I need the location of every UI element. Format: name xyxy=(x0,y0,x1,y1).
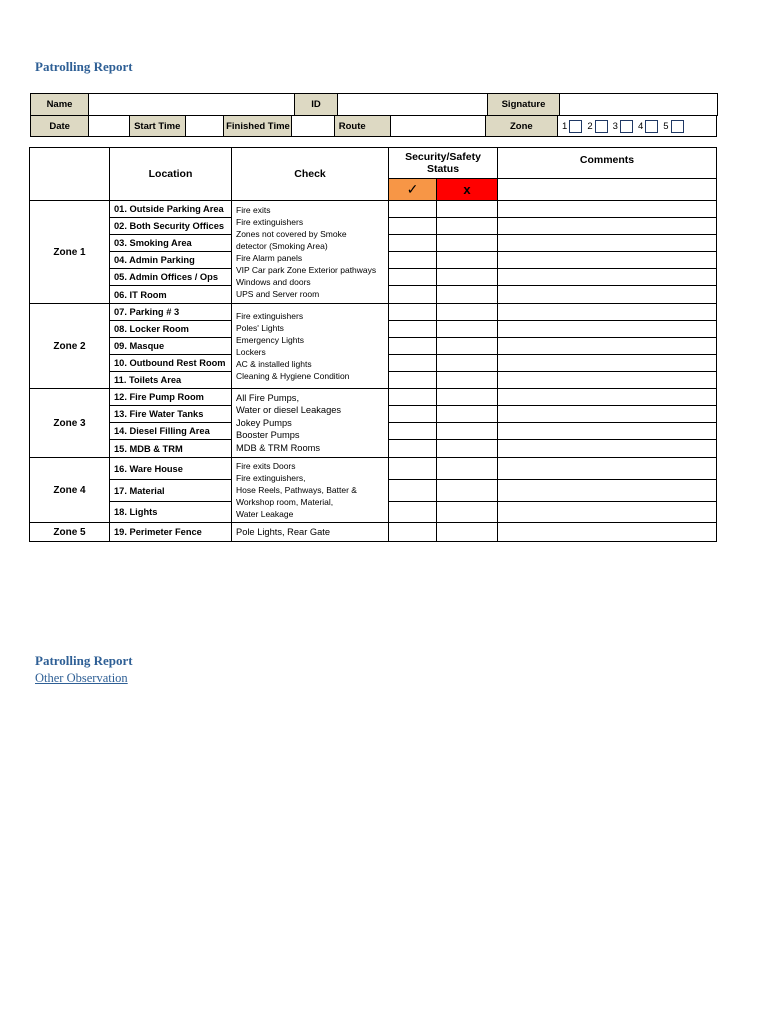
check-item: Cleaning & Hygiene Condition xyxy=(236,371,350,381)
check-items-cell xyxy=(232,201,389,304)
signature-field[interactable] xyxy=(560,94,718,116)
check-item: MDB & TRM Rooms xyxy=(236,442,321,453)
zone-4-checkbox[interactable] xyxy=(645,120,658,133)
status-header: Security/Safety Status xyxy=(389,148,498,179)
route-field[interactable] xyxy=(391,116,486,137)
check-items-cell xyxy=(232,458,389,523)
check-item: Hose Reels, Pathways, Batter & xyxy=(236,485,357,495)
location-cell: 14. Diesel Filling Area xyxy=(110,423,232,440)
zone-name: Zone 3 xyxy=(30,389,110,458)
check-items-cell xyxy=(232,523,389,542)
check-item: Fire extinguishers xyxy=(236,217,304,227)
zone-option-label: 5 xyxy=(663,120,669,132)
check-item: Booster Pumps xyxy=(236,430,300,441)
check-item: Water or diesel Leakages xyxy=(236,405,342,416)
status-fail-cell[interactable] xyxy=(437,218,498,235)
comment-cell[interactable] xyxy=(498,321,717,338)
location-cell: 15. MDB & TRM xyxy=(110,440,232,458)
status-fail-cell[interactable] xyxy=(437,440,498,458)
location-header: Location xyxy=(110,148,232,201)
check-item: Windows and doors xyxy=(236,277,311,287)
page-title: Patrolling Report xyxy=(35,59,133,74)
status-fail-cell[interactable] xyxy=(437,389,498,406)
zone-selector xyxy=(558,116,717,137)
zone-5-checkbox[interactable] xyxy=(671,120,684,133)
check-items-cell xyxy=(232,304,389,389)
status-ok-cell[interactable] xyxy=(389,355,437,372)
status-ok-cell[interactable] xyxy=(389,372,437,389)
zone-option-label: 2 xyxy=(587,120,593,132)
zone-name: Zone 5 xyxy=(30,523,110,542)
check-item: VIP Car park Zone Exterior pathways xyxy=(236,265,377,275)
status-fail-cell[interactable] xyxy=(437,252,498,269)
location-cell: 11. Toilets Area xyxy=(110,372,232,389)
comment-cell[interactable] xyxy=(498,338,717,355)
status-fail-cell[interactable] xyxy=(437,372,498,389)
zone-name: Zone 4 xyxy=(30,458,110,523)
check-item: Fire exits xyxy=(236,205,271,215)
name-label: Name xyxy=(31,94,89,116)
name-field[interactable] xyxy=(89,94,295,116)
check-item: AC & installed lights xyxy=(236,359,312,369)
comment-cell[interactable] xyxy=(498,286,717,304)
zone-3-checkbox[interactable] xyxy=(620,120,633,133)
check-items-cell xyxy=(232,389,389,458)
comment-cell[interactable] xyxy=(498,440,717,458)
zone-name: Zone 2 xyxy=(30,304,110,389)
check-item: Emergency Lights xyxy=(236,335,305,345)
status-ok-cell[interactable] xyxy=(389,235,437,252)
location-cell: 08. Locker Room xyxy=(110,321,232,338)
status-fail-header: x xyxy=(437,179,498,201)
status-fail-cell[interactable] xyxy=(437,269,498,286)
status-fail-cell[interactable] xyxy=(437,321,498,338)
location-cell: 10. Outbound Rest Room xyxy=(110,355,232,372)
status-ok-cell[interactable] xyxy=(389,218,437,235)
status-ok-cell[interactable] xyxy=(389,423,437,440)
status-fail-cell[interactable] xyxy=(437,338,498,355)
check-item: UPS and Server room xyxy=(236,289,320,299)
status-ok-cell[interactable] xyxy=(389,389,437,406)
status-fail-cell[interactable] xyxy=(437,304,498,321)
report-header-row-2 xyxy=(30,115,717,137)
check-item: Jokey Pumps xyxy=(236,417,292,428)
status-fail-cell[interactable] xyxy=(437,458,498,480)
zone-name: Zone 1 xyxy=(30,201,110,304)
location-cell: 07. Parking # 3 xyxy=(110,304,232,321)
location-cell: 17. Material xyxy=(110,480,232,502)
location-cell: 02. Both Security Offices xyxy=(110,218,232,235)
status-ok-cell[interactable] xyxy=(389,321,437,338)
check-item: Fire extinguishers, xyxy=(236,473,306,483)
check-item: Water Leakage xyxy=(236,509,294,519)
checklist-row xyxy=(30,523,717,542)
check-item: Zones not covered by Smoke xyxy=(236,229,347,239)
status-ok-cell[interactable] xyxy=(389,201,437,218)
check-item: Fire Alarm panels xyxy=(236,253,303,263)
report-header-table xyxy=(30,93,718,116)
check-item: Pole Lights, Rear Gate xyxy=(236,526,331,537)
start-time-field[interactable] xyxy=(185,116,223,137)
check-item: detector (Smoking Area) xyxy=(236,241,328,251)
location-cell: 09. Masque xyxy=(110,338,232,355)
comment-cell[interactable] xyxy=(498,355,717,372)
other-observation-link[interactable]: Other Observation xyxy=(35,671,128,685)
location-cell: 16. Ware House xyxy=(110,458,232,480)
check-item: Fire exits Doors xyxy=(236,461,296,471)
comment-cell[interactable] xyxy=(498,201,717,218)
patrol-checklist-table xyxy=(29,147,717,542)
location-cell: 19. Perimeter Fence xyxy=(110,523,232,542)
comment-cell[interactable] xyxy=(498,406,717,423)
location-cell: 06. IT Room xyxy=(110,286,232,304)
check-item: All Fire Pumps, xyxy=(236,392,300,403)
signature-label: Signature xyxy=(488,94,560,116)
comment-cell[interactable] xyxy=(498,458,717,480)
zone-label: Zone xyxy=(485,116,557,137)
status-fail-cell[interactable] xyxy=(437,502,498,523)
comment-cell[interactable] xyxy=(498,502,717,523)
location-cell: 01. Outside Parking Area xyxy=(110,201,232,218)
id-field[interactable] xyxy=(338,94,488,116)
zone-2-checkbox[interactable] xyxy=(595,120,608,133)
comment-cell[interactable] xyxy=(498,389,717,406)
check-item: Poles' Lights xyxy=(236,323,284,333)
comment-cell[interactable] xyxy=(498,235,717,252)
id-label: ID xyxy=(295,94,338,116)
status-fail-cell[interactable] xyxy=(437,423,498,440)
comment-cell[interactable] xyxy=(498,252,717,269)
status-ok-cell[interactable] xyxy=(389,480,437,502)
check-item: Lockers xyxy=(236,347,266,357)
finished-time-label: Finished Time xyxy=(224,116,291,137)
status-fail-cell[interactable] xyxy=(437,523,498,542)
status-fail-cell[interactable] xyxy=(437,201,498,218)
zone-option-label: 1 xyxy=(562,120,568,132)
location-cell: 04. Admin Parking xyxy=(110,252,232,269)
date-label: Date xyxy=(31,116,89,137)
checklist-row xyxy=(30,304,717,321)
comments-header: Comments xyxy=(498,148,717,179)
checklist-row xyxy=(30,389,717,406)
date-field[interactable] xyxy=(89,116,129,137)
zone-1-checkbox[interactable] xyxy=(569,120,582,133)
status-ok-cell[interactable] xyxy=(389,502,437,523)
check-item: Fire extinguishers xyxy=(236,311,304,321)
location-cell: 03. Smoking Area xyxy=(110,235,232,252)
comment-cell[interactable] xyxy=(498,523,717,542)
status-ok-cell[interactable] xyxy=(389,458,437,480)
status-fail-cell[interactable] xyxy=(437,406,498,423)
check-item: Workshop room, Material, xyxy=(236,497,334,507)
comment-cell[interactable] xyxy=(498,304,717,321)
status-ok-cell[interactable] xyxy=(389,338,437,355)
status-ok-cell[interactable] xyxy=(389,523,437,542)
location-cell: 05. Admin Offices / Ops xyxy=(110,269,232,286)
finished-time-field[interactable] xyxy=(291,116,334,137)
check-header: Check xyxy=(232,148,389,201)
status-ok-cell[interactable] xyxy=(389,440,437,458)
footer-title: Patrolling Report xyxy=(35,653,133,668)
checklist-row xyxy=(30,201,717,218)
location-cell: 12. Fire Pump Room xyxy=(110,389,232,406)
comment-cell[interactable] xyxy=(498,372,717,389)
status-fail-cell[interactable] xyxy=(437,286,498,304)
comment-cell[interactable] xyxy=(498,218,717,235)
start-time-label: Start Time xyxy=(129,116,185,137)
status-fail-cell[interactable] xyxy=(437,355,498,372)
comment-cell[interactable] xyxy=(498,423,717,440)
status-ok-cell[interactable] xyxy=(389,252,437,269)
zone-option-label: 4 xyxy=(637,120,644,132)
status-fail-cell[interactable] xyxy=(437,480,498,502)
comment-cell[interactable] xyxy=(498,480,717,502)
route-label: Route xyxy=(334,116,390,137)
status-ok-cell[interactable] xyxy=(389,406,437,423)
status-ok-cell[interactable] xyxy=(389,286,437,304)
location-cell: 13. Fire Water Tanks xyxy=(110,406,232,423)
comment-cell[interactable] xyxy=(498,269,717,286)
status-ok-cell[interactable] xyxy=(389,304,437,321)
location-cell: 18. Lights xyxy=(110,502,232,523)
status-ok-cell[interactable] xyxy=(389,269,437,286)
status-fail-cell[interactable] xyxy=(437,235,498,252)
zone-option-label: 3 xyxy=(612,120,618,132)
checklist-row xyxy=(30,458,717,480)
status-ok-header: ✓ xyxy=(389,179,437,201)
